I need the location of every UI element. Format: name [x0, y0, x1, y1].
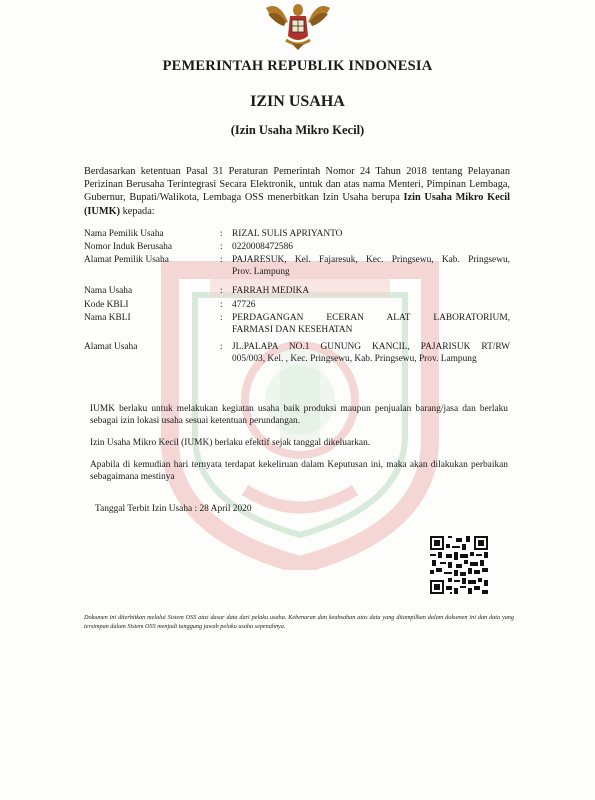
field-colon: :	[220, 242, 223, 252]
document-title: IZIN USAHA	[250, 93, 345, 110]
correction-paragraph: Apabila di kemudian hari ternyata terdapat kekeliruan dalam Keputusan ini, maka akan dilakukan perbaikan sebagaimana mestinya	[90, 460, 508, 483]
kbli-name-line: FARMASI DAN KESEHATAN	[232, 325, 353, 335]
address-line: 005/003, Kel. , Kec. Pringsewu, Kab. Pringsewu, Prov. Lampung	[232, 354, 477, 364]
field-value: 47726	[232, 300, 256, 310]
field-owner-name	[84, 228, 510, 241]
field-colon: :	[220, 255, 223, 265]
field-colon: :	[220, 342, 223, 352]
field-label: Alamat Pemilik Usaha	[84, 255, 169, 265]
intro-tail: kepada:	[120, 205, 155, 217]
field-label: Alamat Usaha	[84, 342, 138, 352]
field-business-name	[84, 285, 510, 299]
field-label: Nomor Induk Berusaha	[84, 242, 173, 252]
address-line: Prov. Lampung	[232, 267, 290, 277]
field-value	[232, 254, 510, 285]
intro-text: Berdasarkan ketentuan Pasal 31 Peraturan Pemerintah Nomor 24 Tahun 2018 tentang Pelayanan Perizinan Berusaha Terintegrasi Secara Elektronik, untuk dan atas nama Menteri, Pimpinan Lembaga, Gubernur, Bupati/Walikota, Lembaga OSS menerbitkan Izin Usaha berupa	[84, 166, 510, 204]
government-header: PEMERINTAH REPUBLIK INDONESIA	[162, 58, 433, 74]
field-label: Nama KBLI	[84, 313, 131, 323]
field-label: Nama Pemilik Usaha	[84, 229, 164, 239]
field-kbli-code	[84, 299, 510, 312]
kbli-name-line: PERDAGANGAN ECERAN ALAT LABORATORIUM,	[232, 313, 510, 323]
field-value: 0220008472586	[232, 242, 293, 252]
effective-date-paragraph: Izin Usaha Mikro Kecil (IUMK) berlaku efektif sejak tanggal dikeluarkan.	[90, 438, 371, 448]
field-value: RIZAL SULIS APRIYANTO	[232, 229, 343, 239]
issue-date: Tanggal Terbit Izin Usaha : 28 April 2020	[95, 504, 252, 514]
field-colon: :	[220, 286, 223, 296]
field-kbli-name	[84, 312, 510, 341]
qr-code-icon	[430, 536, 488, 594]
permit-details	[84, 228, 510, 371]
field-colon: :	[220, 313, 223, 323]
legal-disclaimer: Dokumen ini diterbitkan melalui Sistem OSS atas dasar data dari pelaku usaha. Kebenaran dan keabsahan atas data yang ditampilkan dalam dokumen ini dan data yang tersimpan dalam Sistem OSS menjadi tanggung jawab pelaku usaha sepenuhnya.	[84, 614, 514, 630]
field-value: FARRAH MEDIKA	[232, 286, 310, 296]
address-line: PAJARESUK, Kel. Fajaresuk, Kec. Pringsewu, Kab. Pringsewu,	[232, 255, 510, 265]
field-business-address	[84, 341, 510, 371]
field-nib	[84, 241, 510, 254]
intro-bold-permit: Izin Usaha Mikro Kecil (IUMK)	[84, 192, 510, 217]
document-subtitle: (Izin Usaha Mikro Kecil)	[230, 123, 365, 137]
field-value	[232, 312, 510, 341]
garuda-emblem-icon	[262, 0, 334, 52]
field-owner-address	[84, 254, 510, 285]
field-label: Kode KBLI	[84, 300, 129, 310]
field-colon: :	[220, 300, 223, 310]
field-value	[232, 341, 510, 371]
field-label: Nama Usaha	[84, 286, 133, 296]
intro-paragraph	[84, 165, 510, 218]
address-line: JL.PALAPA NO.1 GUNUNG KANCIL, PAJARISUK RT/RW	[232, 342, 510, 352]
field-colon: :	[220, 229, 223, 239]
validity-paragraph: IUMK berlaku untuk melakukan kegiatan usaha baik produksi maupun penjualan barang/jasa dan berlaku sebagai izin lokasi usaha sesuai ketentuan perundangan.	[90, 404, 508, 427]
